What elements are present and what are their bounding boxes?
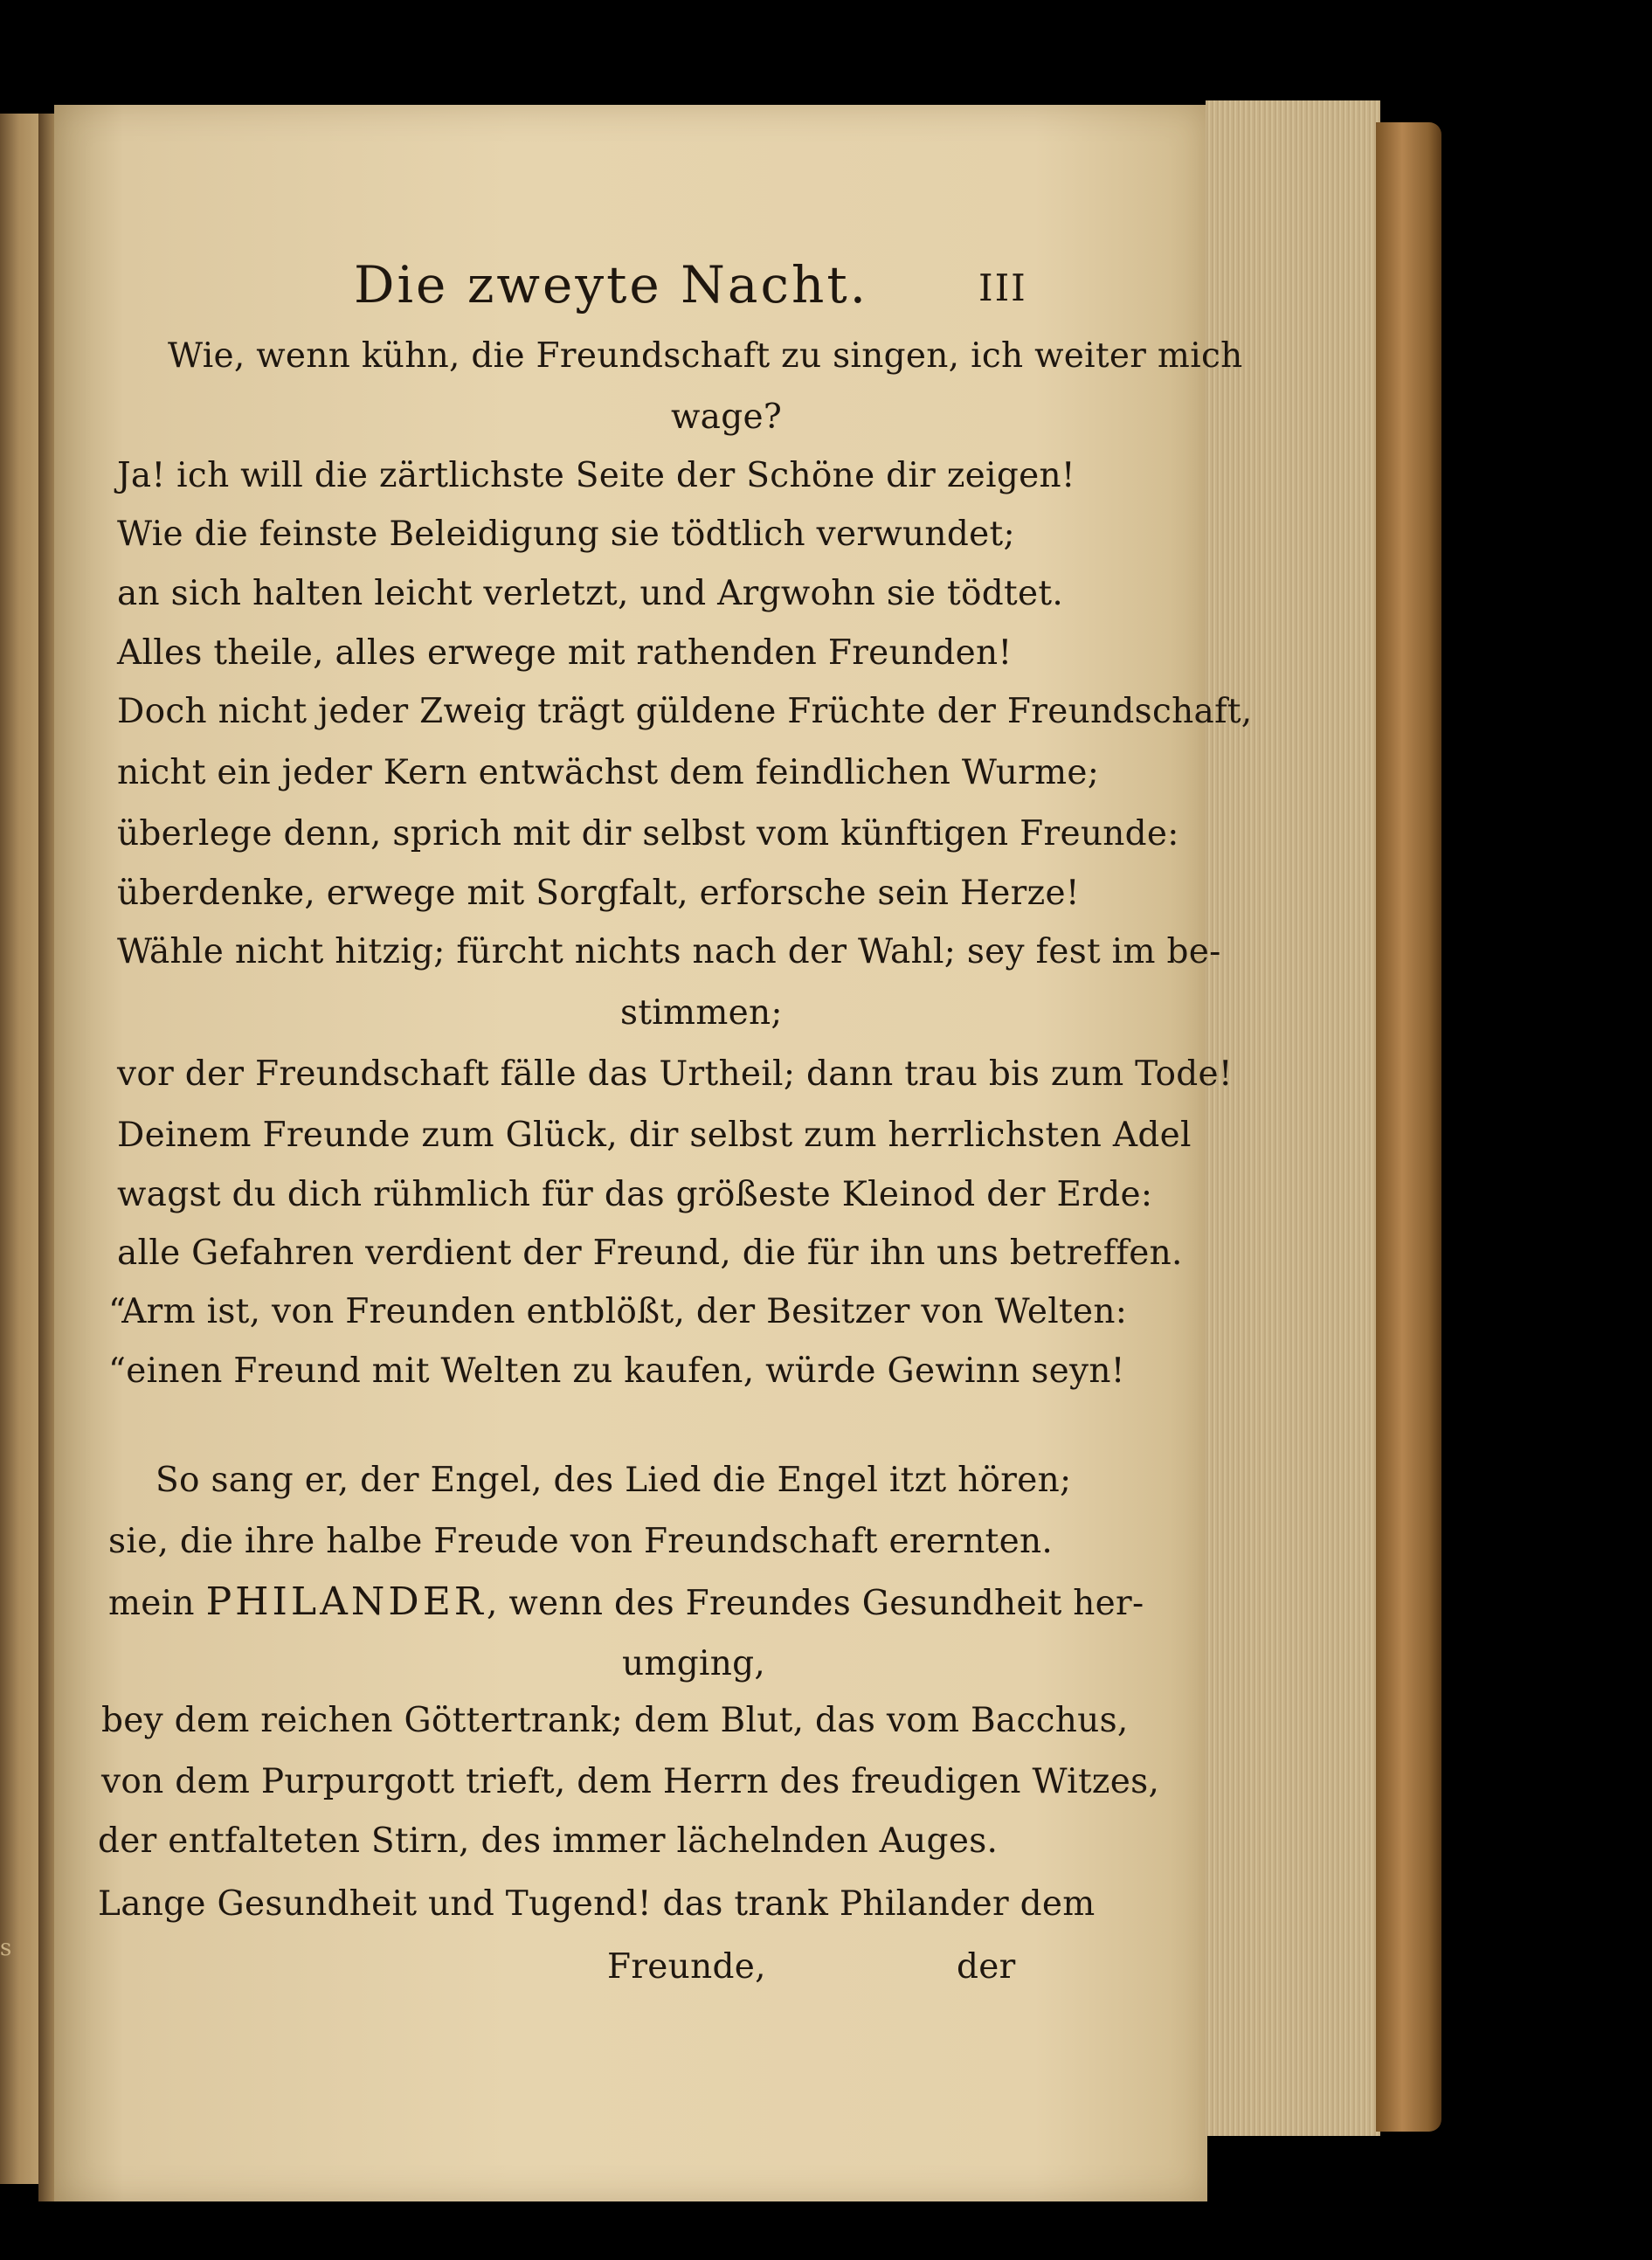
- poem-line: Doch nicht jeder Zweig trägt güldene Früchte der Freundschaft,: [117, 692, 1253, 731]
- line-start: mein: [108, 1584, 195, 1623]
- line-end: , wenn des Freundes Gesundheit her-: [486, 1584, 1144, 1623]
- poem-line: alle Gefahren verdient der Freund, die für ihn uns betreffen.: [117, 1234, 1183, 1273]
- poem-line: Deinem Freunde zum Glück, dir selbst zum herrlichsten Adel: [117, 1116, 1192, 1155]
- poem-line: von dem Purpurgott trieft, dem Herrn des freudigen Witzes,: [101, 1762, 1160, 1801]
- poem-line: Lange Gesundheit und Tugend! das trank Philander dem: [98, 1884, 1096, 1924]
- poem-line: überdenke, erwege mit Sorgfalt, erforsche sein Herze!: [117, 874, 1080, 913]
- poem-line: umging,: [622, 1644, 766, 1683]
- poem-line: an sich halten leicht verletzt, und Argwohn sie tödtet.: [117, 574, 1064, 613]
- poem-line: “einen Freund mit Welten zu kaufen, würde Gewinn seyn!: [108, 1351, 1125, 1391]
- poem-line: “Arm ist, von Freunden entblößt, der Besitzer von Welten:: [108, 1292, 1128, 1331]
- poem-line: stimmen;: [620, 993, 783, 1033]
- poem-line: der entfalteten Stirn, des immer lächelnden Auges.: [98, 1821, 999, 1861]
- poem-line: [108, 1579, 1144, 1624]
- poem-line: überlege denn, sprich mit dir selbst vom künftigen Freunde:: [117, 814, 1179, 854]
- poem-line: vor der Freundschaft fälle das Urtheil; dann trau bis zum Tode!: [117, 1054, 1233, 1094]
- poem-line: sie, die ihre halbe Freude von Freundschaft erernten.: [108, 1522, 1054, 1561]
- poem-line: nicht ein jeder Kern entwächst dem feindlichen Wurme;: [117, 753, 1100, 792]
- poem-line: wagst du dich rühmlich für das größeste Kleinod der Erde:: [117, 1175, 1153, 1214]
- poem-line: Freunde,: [607, 1947, 766, 1987]
- page-number: III: [978, 266, 1027, 309]
- poem-line: wage?: [671, 397, 783, 437]
- book-cover-edge: [1376, 122, 1441, 2132]
- poem-line: Wähle nicht hitzig; fürcht nichts nach der Wahl; sey fest im be-: [117, 932, 1221, 971]
- catchword: der: [957, 1947, 1016, 1987]
- poem-line: bey dem reichen Göttertrank; dem Blut, das vom Bacchus,: [101, 1701, 1129, 1740]
- poem-line: Ja! ich will die zärtlichste Seite der Schöne dir zeigen!: [117, 456, 1075, 495]
- poem-line: So sang er, der Engel, des Lied die Engel itzt hören;: [156, 1461, 1072, 1500]
- poem-line: Wie, wenn kühn, die Freundschaft zu singen, ich weiter mich: [168, 336, 1243, 376]
- poem-line: Alles theile, alles erwege mit rathenden Freunden!: [117, 633, 1013, 673]
- philander-name: PHILANDER: [205, 1579, 487, 1624]
- poem-line: Wie die feinste Beleidigung sie tödtlich verwundet;: [117, 515, 1015, 554]
- margin-mark: s: [0, 1935, 12, 1961]
- running-head: Die zweyte Nacht.: [354, 255, 869, 314]
- page-block-edge: [1206, 100, 1380, 2136]
